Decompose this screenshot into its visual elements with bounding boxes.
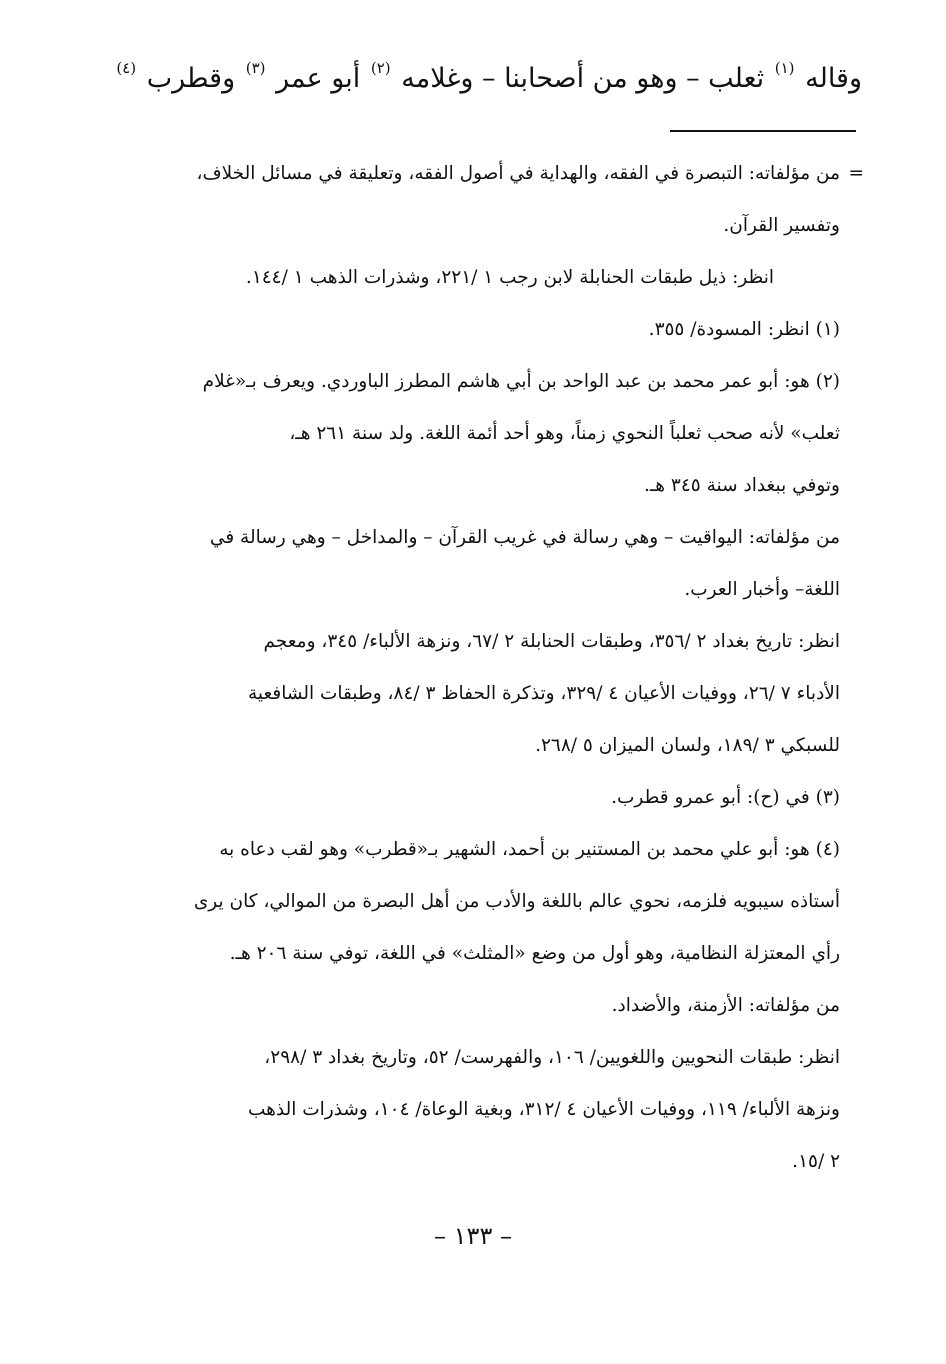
footnote-line: انظر: ذيل طبقات الحنابلة لابن رجب ١ /٢٢١، وشذرات الذهب ١ /١٤٤. [245, 267, 774, 288]
footnote-2-line: (٢) هو: أبو عمر محمد بن عبد الواحد بن أبي هاشم المطرز الباوردي. ويعرف بـ«غلام [202, 371, 840, 392]
footnote-4-line: (٤) هو: أبو علي محمد بن المستنير بن أحمد، الشهير بـ«قطرب» وهو لقب دعاه به [219, 839, 840, 860]
footnote-line: وتفسير القرآن. [723, 215, 840, 236]
footnote-reference[interactable]: (٢) [370, 59, 391, 77]
page-number: – ١٣٣ – [434, 1222, 512, 1250]
footnote-reference[interactable]: (٤) [116, 59, 137, 77]
footnote-2-line: وتوفي ببغداد سنة ٣٤٥ هـ. [643, 475, 840, 496]
footnote-2-line: الأدباء ٧ /٢٦، ووفيات الأعيان ٤ /٣٢٩، وتذكرة الحفاظ ٣ /٨٤، وطبقات الشافعية [247, 683, 840, 704]
main-text-part: وقطرب [146, 63, 236, 94]
main-text-part: ثعلب – وهو من أصحابنا – وغلامه [401, 63, 765, 94]
footnote-2-line: من مؤلفاته: اليواقيت – وهي رسالة في غريب القرآن – والمداخل – وهي رسالة في [209, 527, 840, 548]
footnote-2-line: اللغة– وأخبار العرب. [684, 579, 840, 600]
main-text-line [82, 38, 862, 109]
footnote-4-line: أستاذه سيبويه فلزمه، نحوي عالم باللغة والأدب من أهل البصرة من الموالي، كان يرى [193, 891, 840, 912]
footnote-separator [670, 130, 856, 132]
footnotes-section [132, 148, 840, 1188]
main-text-part: وقاله [805, 63, 862, 94]
footnote-4-line: انظر: طبقات النحويين واللغويين/ ١٠٦، والفهرست/ ٥٢، وتاريخ بغداد ٣ /٢٩٨، [264, 1047, 840, 1068]
footnote-2-line: ثعلب» لأنه صحب ثعلباً النحوي زمناً، وهو أحد أئمة اللغة. ولد سنة ٢٦١ هـ، [289, 423, 840, 444]
footnote-1: (١) انظر: المسودة/ ٣٥٥. [648, 319, 840, 340]
footnote-reference[interactable]: (٣) [245, 59, 266, 77]
footnote-2-line: للسبكي ٣ /١٨٩، ولسان الميزان ٥ /٢٦٨. [535, 735, 840, 756]
main-text-part: أبو عمر [276, 63, 361, 94]
footnote-4-line: من مؤلفاته: الأزمنة، والأضداد. [611, 995, 840, 1016]
footnote-line: من مؤلفاته: التبصرة في الفقه، والهداية في أصول الفقه، وتعليقة في مسائل الخلاف، [196, 163, 840, 184]
footnote-4-line: ٢ /١٥. [792, 1151, 840, 1172]
footnote-4-line: ونزهة الألباء/ ١١٩، ووفيات الأعيان ٤ /٣١٢، وبغية الوعاة/ ١٠٤، وشذرات الذهب [247, 1099, 840, 1120]
footnote-2-line: انظر: تاريخ بغداد ٢ /٣٥٦، وطبقات الحنابلة ٢ /٦٧، ونزهة الألباء/ ٣٤٥، ومعجم [263, 631, 840, 652]
footnote-reference[interactable]: (١) [774, 59, 795, 77]
continuation-marker: = [848, 163, 864, 184]
footnote-3: (٣) في (ح): أبو عمرو قطرب. [611, 787, 840, 808]
footnote-4-line: رأي المعتزلة النظامية، وهو أول من وضع «المثلث» في اللغة، توفي سنة ٢٠٦ هـ. [229, 943, 840, 964]
